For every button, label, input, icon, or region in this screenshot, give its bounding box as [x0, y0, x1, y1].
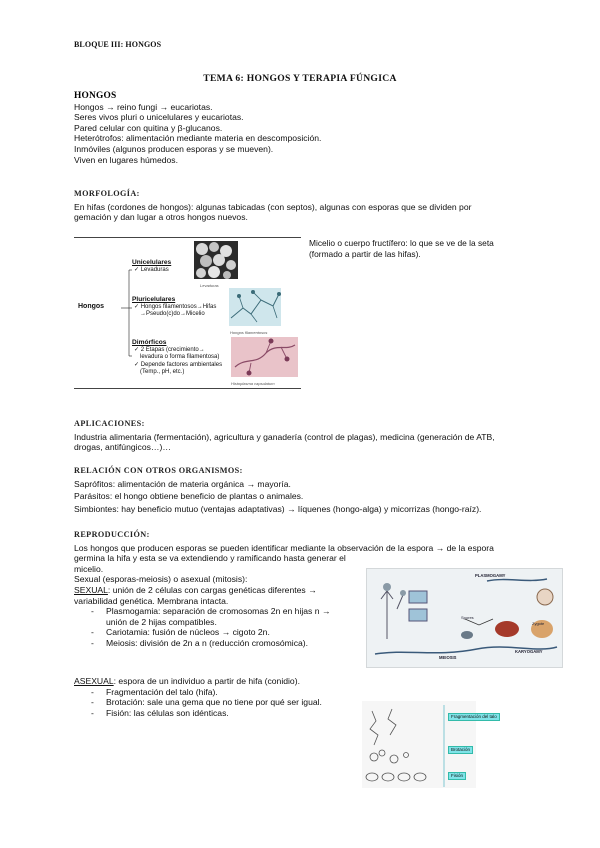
sexual-text-2: variabilidad genética. Membrana intacta.: [74, 595, 229, 606]
hongos-line: Viven en lugares húmedos.: [74, 154, 178, 165]
dimorficos-item: levadura o forma filamentosa): [140, 354, 220, 360]
tag-fragmentacion: Fragmentación del talo: [448, 713, 500, 721]
reproduccion-types: Sexual (esporas-meiosis) o asexual (mitosis):: [74, 574, 248, 585]
dimorficos-title: Dimórficos: [132, 339, 167, 346]
dimorficos-item: ✓ Depende factores ambientales: [134, 362, 223, 368]
tag-fision: Fisión: [448, 772, 466, 780]
morfologia-heading: MORFOLOGÍA:: [74, 189, 140, 198]
asexual-text: : espora de un individuo a partir de hifa (conidio).: [113, 676, 300, 686]
asexual-list: [74, 687, 374, 719]
aplicaciones-section: [74, 419, 544, 453]
relacion-section: [74, 466, 544, 514]
relacion-heading: RELACIÓN CON OTROS ORGANISMOS:: [74, 466, 243, 475]
sexual-item: - Meiosis: división de 2n a n (reducción cromosómica).: [74, 638, 544, 649]
sexual-item-cont-text: unión de 2 hijas compatibles.: [106, 616, 217, 627]
morfologia-line: En hifas (cordones de hongos): algunas tabicadas (con septos), algunas con esporas que se dividen por: [74, 201, 472, 212]
sexual-item: - Plasmogamia: separación de cromosomas 2n en hijas n →: [74, 606, 544, 617]
reproduccion-intro: micelio.: [74, 563, 104, 574]
unicelulares-item: ✓ Levaduras: [134, 267, 169, 273]
hongos-line: Inmóviles (algunos producen esporas y se mueven).: [74, 143, 274, 154]
hongos-line: Pared celular con quitina y β-glucanos.: [74, 122, 223, 133]
hongos-heading: HONGOS: [74, 91, 117, 101]
asexual-section: [74, 676, 374, 718]
reproduccion-intro: germina la hifa y esta se va extendiendo y ramificando hasta generar el: [74, 553, 346, 564]
relacion-line: Simbiontes: hay beneficio mutuo (ventajas adaptativas) → líquenes (hongo-alga) y micorrizas (hongo-raíz).: [74, 503, 482, 514]
lifecycle-label-zygote: Zygote: [532, 621, 545, 626]
asexual-line: [74, 676, 374, 687]
sexual-label: SEXUAL: [74, 584, 108, 595]
sexual-item: - Cariotamia: fusión de núcleos → cigoto 2n.: [74, 627, 544, 638]
lifecycle-label-plasmogamy: PLASMOGAMY: [475, 573, 506, 578]
aplicaciones-line: drogas, antifúngicos…)…: [74, 442, 171, 453]
hongos-line: Heterótrofos: alimentación mediante materia en descomposición.: [74, 133, 322, 144]
sexual-text: : unión de 2 células con cargas genéticas diferentes →: [107, 584, 317, 595]
pluricelulares-title: Pluricelulares: [132, 296, 176, 303]
asexual-item: - Brotación: sale una gema que no tiene por qué ser igual.: [74, 697, 374, 708]
unicelulares-title: Unicelulares: [132, 259, 172, 266]
aplicaciones-line: Industria alimentaria (fermentación), agricultura y ganadería (control de plagas), medicina (generación de ATB,: [74, 431, 495, 442]
reproduccion-heading: REPRODUCCIÓN:: [74, 530, 150, 539]
dimorficos-item: ✓ 2 Etapas (crecimiento→: [134, 347, 205, 353]
levaduras-image: [194, 241, 238, 279]
diagram-root: Hongos: [78, 303, 105, 310]
hongos-line: Seres vivos pluri o unicelulares y eucariotas.: [74, 112, 244, 123]
hongos-section: [74, 91, 524, 165]
asexual-item: - Fisión: las células son idénticas.: [74, 708, 374, 719]
micelio-note-line: (formado a partir de las hifas).: [309, 248, 421, 259]
asexual-label: ASEXUAL: [74, 676, 114, 686]
levaduras-caption: Levaduras: [200, 283, 219, 288]
pluricelulares-item: →Pseudo(c)do→Micelio: [140, 311, 205, 317]
morfologia-section: [74, 189, 544, 223]
reproduccion-intro: Los hongos que producen esporas se pueden identificar mediante la observación de la espora → de la espora: [74, 542, 494, 553]
relacion-line: Saprófitos: alimentación de materia orgánica → mayoría.: [74, 478, 291, 489]
aplicaciones-heading: APLICACIONES:: [74, 419, 145, 428]
morphology-diagram: [74, 237, 301, 389]
lifecycle-label-karyogamy: KARYOGAMY: [515, 649, 543, 654]
dimorficos-caption: Histoplasma capsulatum: [231, 381, 275, 386]
filamentosos-image: [229, 288, 281, 326]
asexual-item: - Fragmentación del talo (hifa).: [74, 687, 374, 698]
lifecycle-label-spores: Spores: [461, 615, 474, 620]
dimorficos-image: [231, 337, 298, 377]
page-title: TEMA 6: HONGOS Y TERAPIA FÚNGICA: [203, 73, 397, 84]
lifecycle-label-meiosis: MEIOSIS: [439, 655, 457, 660]
lifecycle-figure: [366, 568, 563, 668]
micelio-note-line: Micelio o cuerpo fructífero: lo que se ve de la seta: [309, 238, 494, 248]
bloque-header: BLOQUE III: HONGOS: [74, 40, 162, 49]
asexual-figure: [362, 701, 497, 788]
dimorficos-item: (Temp., pH, etc.): [140, 369, 185, 375]
tag-brotacion: Brotación: [448, 746, 473, 754]
filamentosos-caption: Hongos filamentosos: [230, 330, 268, 335]
pluricelulares-item: ✓ Hongos filamentosos→Hifas: [134, 304, 217, 310]
hongos-line: Hongos → reino fungi → eucariotas.: [74, 101, 213, 112]
micelio-note: [309, 238, 529, 259]
morfologia-line: gemación y dan lugar a otros hongos nuevos.: [74, 212, 248, 223]
relacion-line: Parásitos: el hongo obtiene beneficio de plantas o animales.: [74, 491, 304, 502]
